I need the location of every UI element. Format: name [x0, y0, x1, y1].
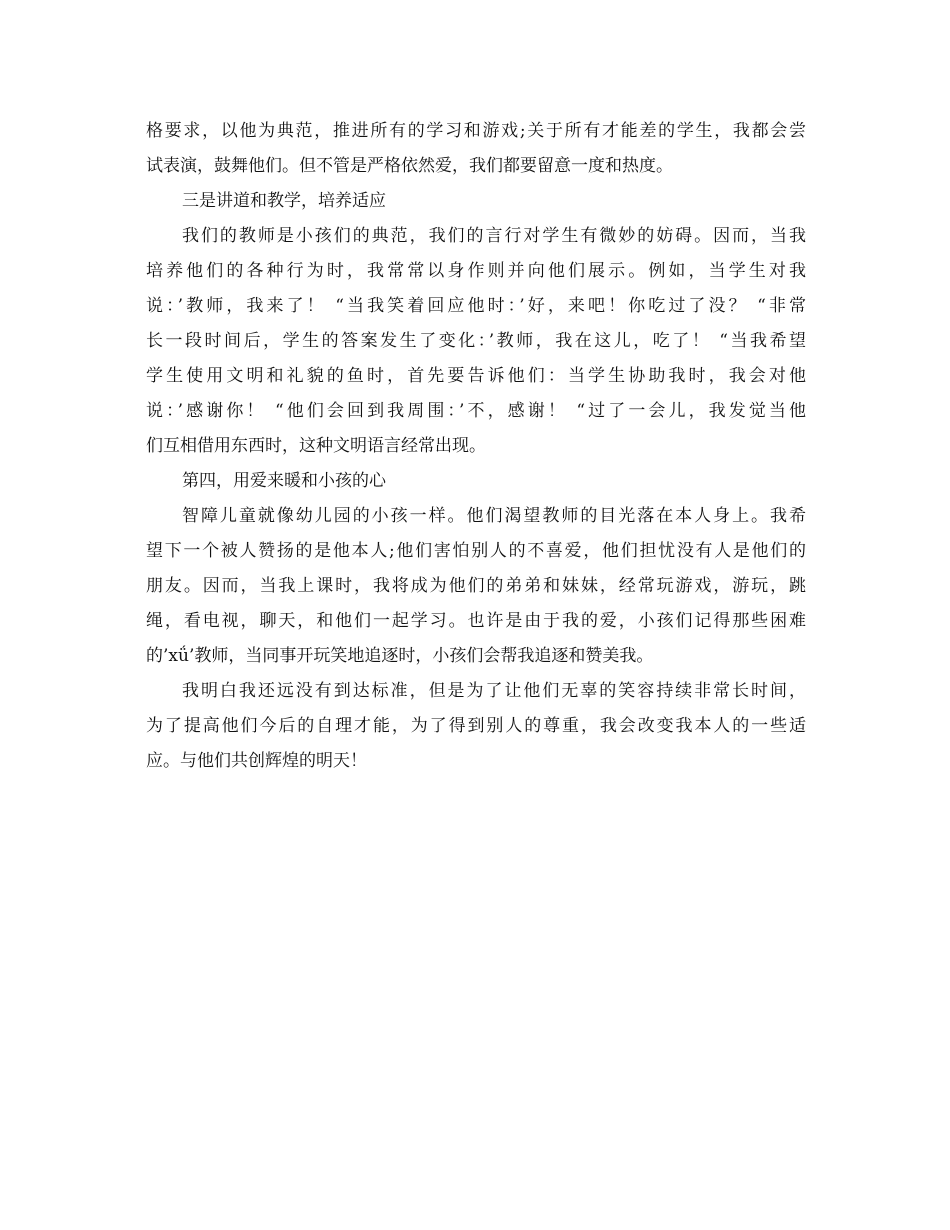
paragraph-line: 培养他们的各种行为时，我常常以身作则并向他们展示。例如，当学生对我 [146, 261, 806, 281]
paragraph-line: 学生使用文明和礼貌的鱼时，首先要告诉他们：当学生协助我时，我会对他 [146, 366, 806, 386]
paragraph-line: 说：’教师，我来了！ “当我笑着回应他时：’好，来吧！你吃过了没？ “非常 [146, 296, 806, 316]
paragraph-line: 我明白我还远没有到达标准，但是为了让他们无辜的笑容持续非常长时间， [182, 681, 806, 701]
paragraph-line: 智障儿童就像幼儿园的小孩一样。他们渴望教师的目光落在本人身上。我希 [182, 506, 806, 526]
paragraph-line: 我们的教师是小孩们的典范，我们的言行对学生有微妙的妨碍。因而，当我 [182, 226, 806, 246]
paragraph-line: 说：’感谢你！ “他们会回到我周围：’不，感谢！ “过了一会儿，我发觉当他 [146, 401, 806, 421]
paragraph-line: 试表演，鼓舞他们。但不管是严格依然爱，我们都要留意一度和热度。 [146, 156, 673, 176]
paragraph-line: 的’xǘ’教师，当同事开玩笑地追逐时，小孩们会帮我追逐和赞美我。 [146, 646, 654, 666]
paragraph-line: 朋友。因而，当我上课时，我将成为他们的弟弟和妹妹，经常玩游戏，游玩，跳 [146, 576, 806, 596]
paragraph-line: 绳，看电视，聊天，和他们一起学习。也许是由于我的爱，小孩们记得那些困难 [146, 611, 806, 631]
section-heading: 第四，用爱来暖和小孩的心 [182, 471, 386, 491]
paragraph-line: 格要求，以他为典范，推进所有的学习和游戏;关于所有才能差的学生，我都会尝 [146, 121, 806, 141]
document-body [146, 114, 806, 779]
paragraph-line: 们互相借用东西时，这种文明语言经常出现。 [146, 436, 486, 456]
paragraph-line: 为了提高他们今后的自理才能，为了得到别人的尊重，我会改变我本人的一些适 [146, 716, 806, 736]
paragraph-line: 应。与他们共创辉煌的明天！ [146, 751, 367, 771]
paragraph-line: 长一段时间后，学生的答案发生了变化：’教师，我在这儿，吃了！ “当我希望 [146, 331, 806, 351]
paragraph-line: 望下一个被人赞扬的是他本人;他们害怕别人的不喜爱，他们担忧没有人是他们的 [146, 541, 806, 561]
section-heading: 三是讲道和教学，培养适应 [182, 191, 386, 211]
